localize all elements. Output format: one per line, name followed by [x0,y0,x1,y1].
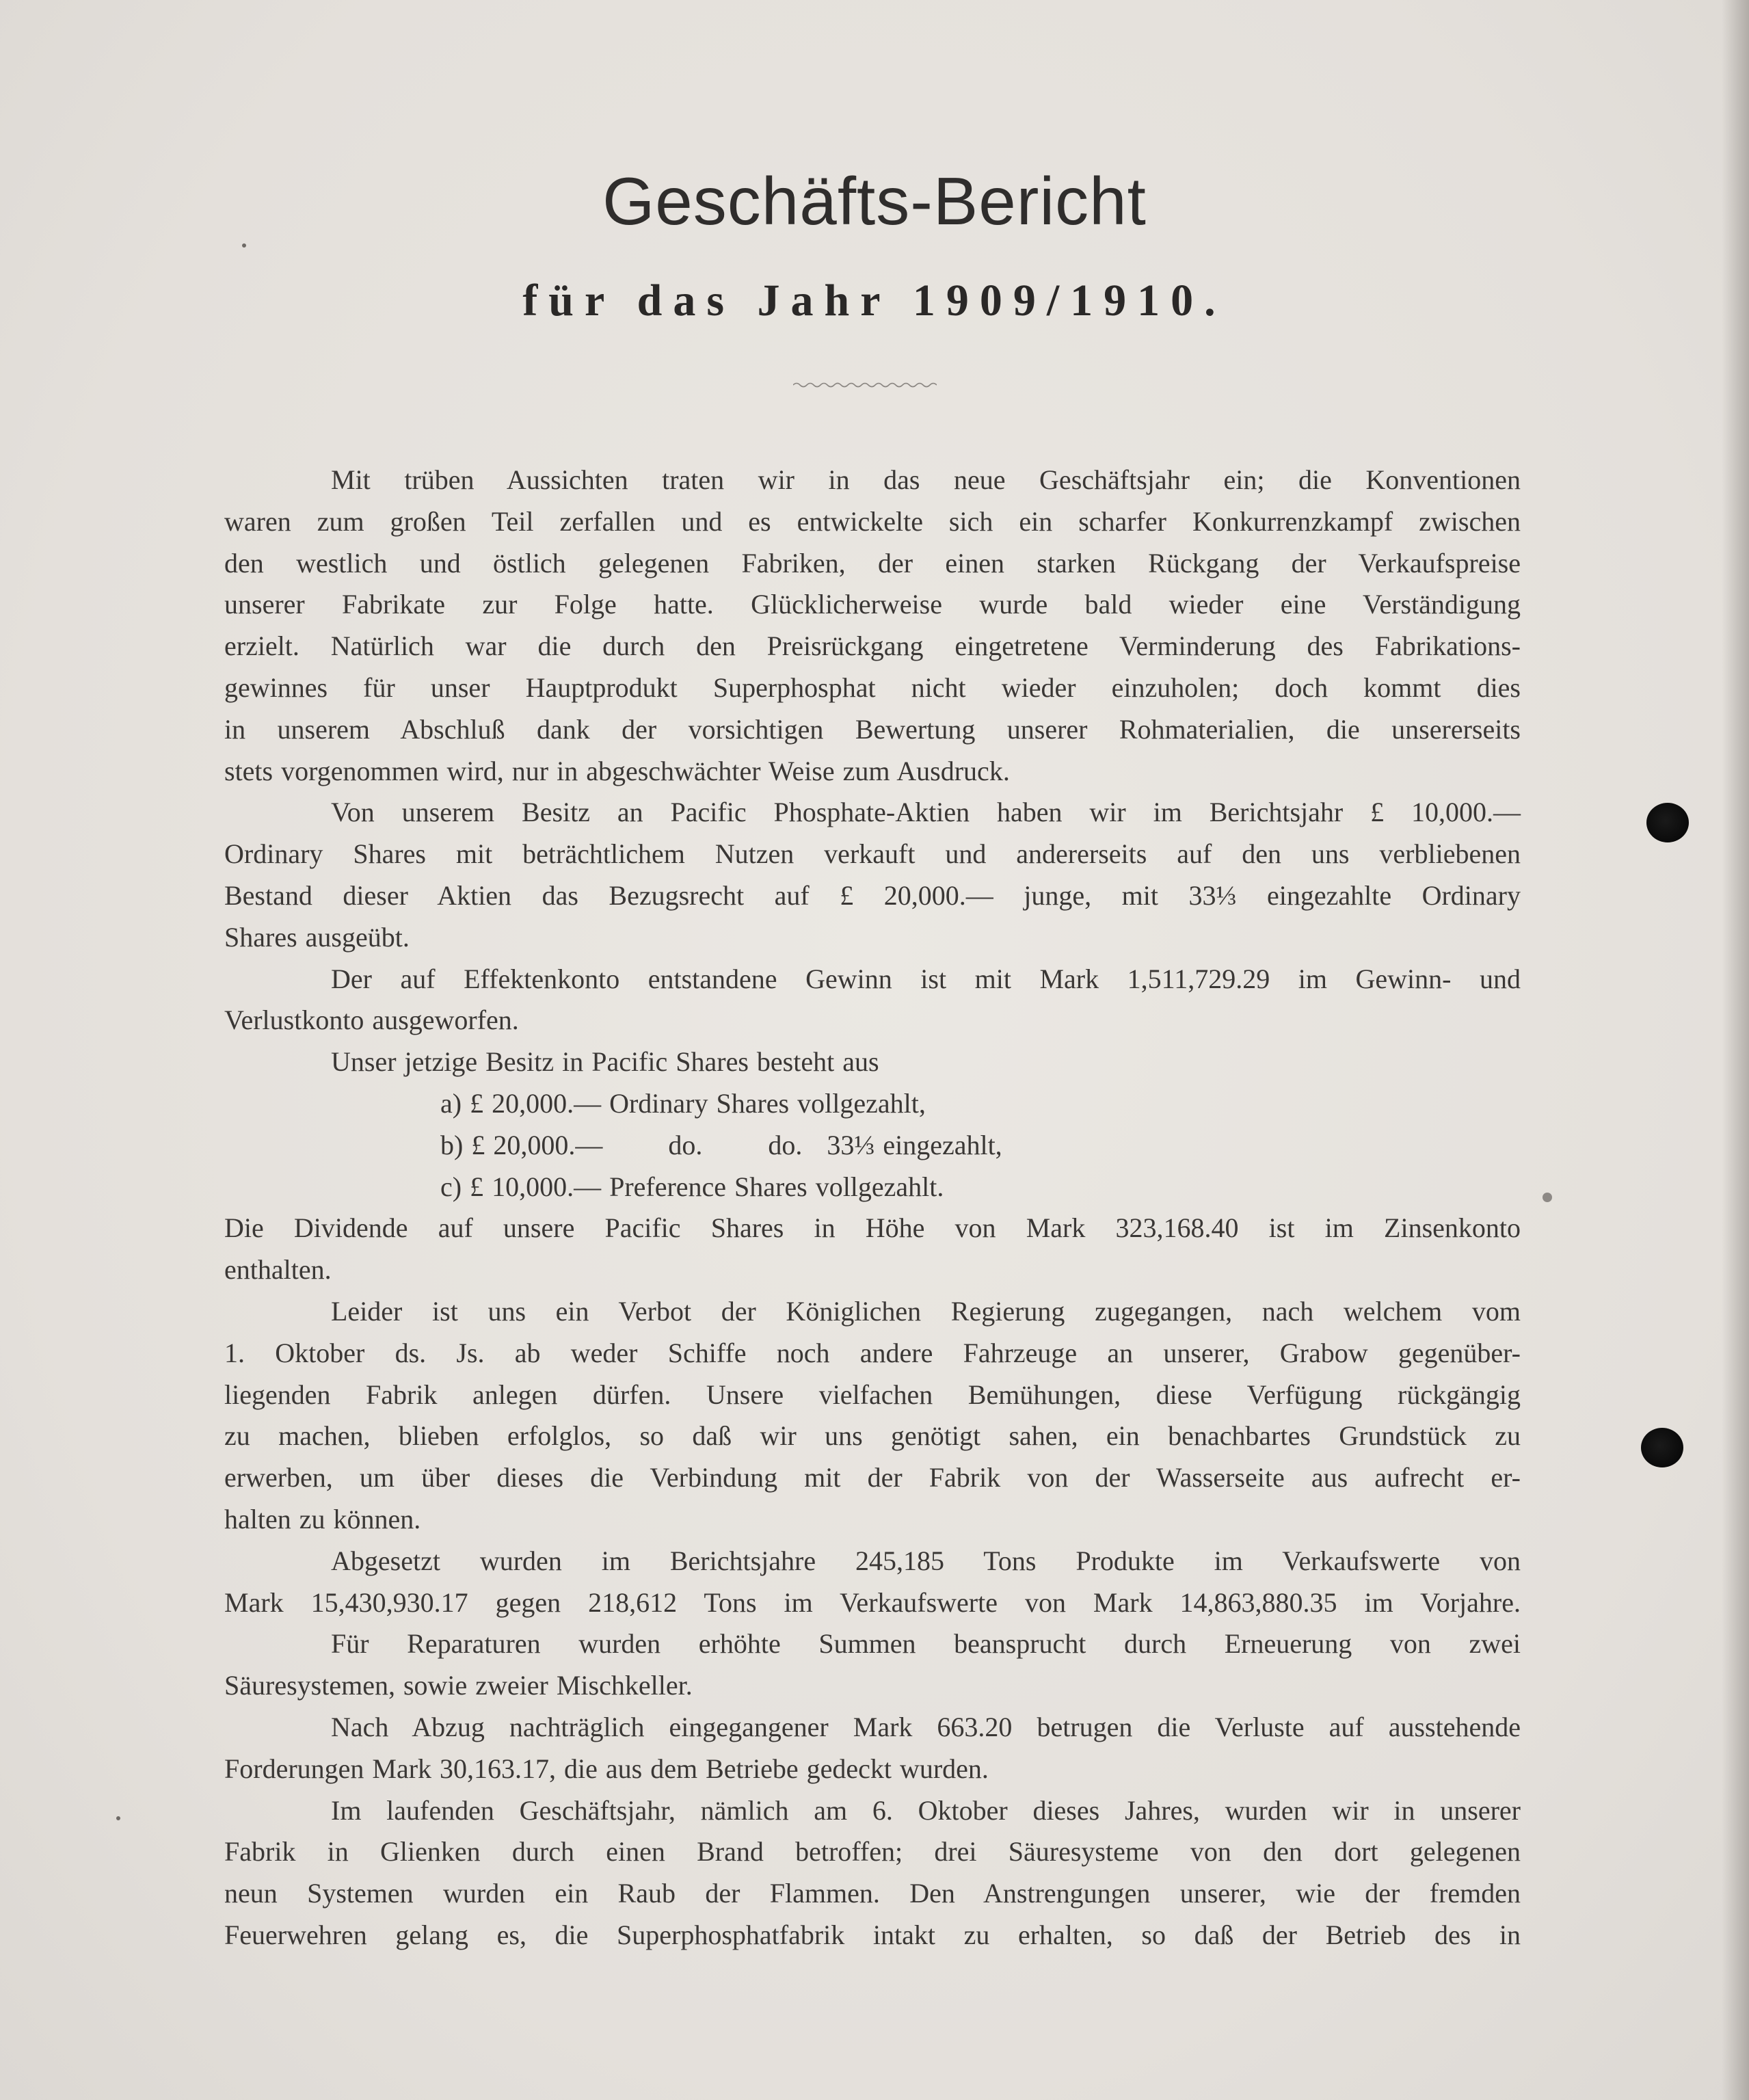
text-line: Säuresystemen, sowie zweier Mischkeller. [224,1670,693,1701]
text-line: Unser jetzige Besitz in Pacific Shares besteht aus [331,1046,879,1078]
text-line: erwerben, um über dieses die Verbindung mit der Fabrik von der Wasserseite aus aufrecht er- [224,1462,1521,1493]
share-list-item: b) £ 20,000.— do. do. 33⅓ eingezahlt, [440,1129,1002,1160]
text-line: Mit trüben Aussichten traten wir in das neue Geschäftsjahr ein; die Konventionen [331,464,1521,495]
text-line: neun Systemen wurden ein Raub der Flammen. Den Anstrengungen unserer, wie der fremden [224,1878,1521,1909]
text-line: Fabrik in Glienken durch einen Brand betroffen; drei Säuresysteme von den dort gelegenen [224,1836,1521,1868]
text-line: waren zum großen Teil zerfallen und es entwickelte sich ein scharfer Konkurrenzkampf zwischen [224,505,1521,537]
text-line: Im laufenden Geschäftsjahr, nämlich am 6. Oktober dieses Jahres, wurden wir in unserer [331,1794,1521,1826]
text-line: liegenden Fabrik anlegen dürfen. Unsere vielfachen Bemühungen, diese Verfügung rückgängig [224,1379,1521,1410]
text-line: den westlich und östlich gelegenen Fabriken, der einen starken Rückgang der Verkaufspreise [224,547,1521,579]
share-list-item: c) £ 10,000.— Preference Shares vollgezahlt. [440,1171,944,1202]
text-line: Feuerwehren gelang es, die Superphosphatfabrik intakt zu erhalten, so daß der Betrieb des in [224,1919,1521,1950]
paper-speck [116,1816,120,1820]
punch-hole-lower [1641,1428,1683,1467]
text-line: Leider ist uns ein Verbot der Königlichen Regierung zugegangen, nach welchem vom [331,1295,1521,1327]
paper-speck [242,243,246,248]
text-line: Mark 15,430,930.17 gegen 218,612 Tons im Verkaufswerte von Mark 14,863,880.35 im Vorjahre. [224,1586,1521,1618]
text-line: unserer Fabrikate zur Folge hatte. Glücklicherweise wurde bald wieder eine Verständigung [224,589,1521,620]
share-list-item: a) £ 20,000.— Ordinary Shares vollgezahlt, [440,1087,926,1119]
report-body [224,460,1521,1956]
text-line: Ordinary Shares mit beträchtlichem Nutzen verkauft und andererseits auf den uns verbliebenen [224,838,1521,870]
text-line: Von unserem Besitz an Pacific Phosphate-Aktien haben wir im Berichtsjahr £ 10,000.— [331,797,1521,828]
text-line: Der auf Effektenkonto entstandene Gewinn ist mit Mark 1,511,729.29 im Gewinn- und [331,963,1521,994]
document-subtitle: für das Jahr 1909/1910. [522,276,1227,325]
text-line: gewinnes für unser Hauptprodukt Superphosphat nicht wieder einzuholen; doch kommt dies [224,672,1521,703]
text-line: Für Reparaturen wurden erhöhte Summen beansprucht durch Erneuerung von zwei [331,1628,1521,1660]
document-title: Geschäfts-Bericht [602,163,1147,239]
text-line: Abgesetzt wurden im Berichtsjahre 245,185 Tons Produkte im Verkaufswerte von [331,1545,1521,1576]
text-line: Nach Abzug nachträglich eingegangener Mark 663.20 betrugen die Verluste auf ausstehende [331,1711,1521,1742]
text-line: enthalten. [224,1254,332,1286]
punch-hole-upper [1646,803,1689,842]
paper-speck [1543,1193,1552,1202]
text-line: erzielt. Natürlich war die durch den Preisrückgang eingetretene Verminderung des Fabrikations- [224,630,1521,662]
text-line: Bestand dieser Aktien das Bezugsrecht auf £ 20,000.— junge, mit 33⅓ eingezahlte Ordinary [224,879,1521,911]
wavy-divider-ornament [793,380,937,390]
text-line: stets vorgenommen wird, nur in abgeschwächter Weise zum Ausdruck. [224,755,1010,786]
text-line: Verlustkonto ausgeworfen. [224,1005,519,1036]
text-line: Forderungen Mark 30,163.17, die aus dem Betriebe gedeckt wurden. [224,1753,989,1784]
text-line: halten zu können. [224,1503,421,1534]
text-line: Shares ausgeübt. [224,921,410,953]
text-line: 1. Oktober ds. Js. ab weder Schiffe noch andere Fahrzeuge an unserer, Grabow gegenüber- [224,1337,1521,1368]
text-line: Die Dividende auf unsere Pacific Shares in Höhe von Mark 323,168.40 ist im Zinsenkonto [224,1212,1521,1244]
text-line: in unserem Abschluß dank der vorsichtigen Bewertung unserer Rohmaterialien, die unsererseits [224,713,1521,745]
text-line: zu machen, blieben erfolglos, so daß wir uns genötigt sahen, ein benachbartes Grundstück zu [224,1420,1521,1452]
